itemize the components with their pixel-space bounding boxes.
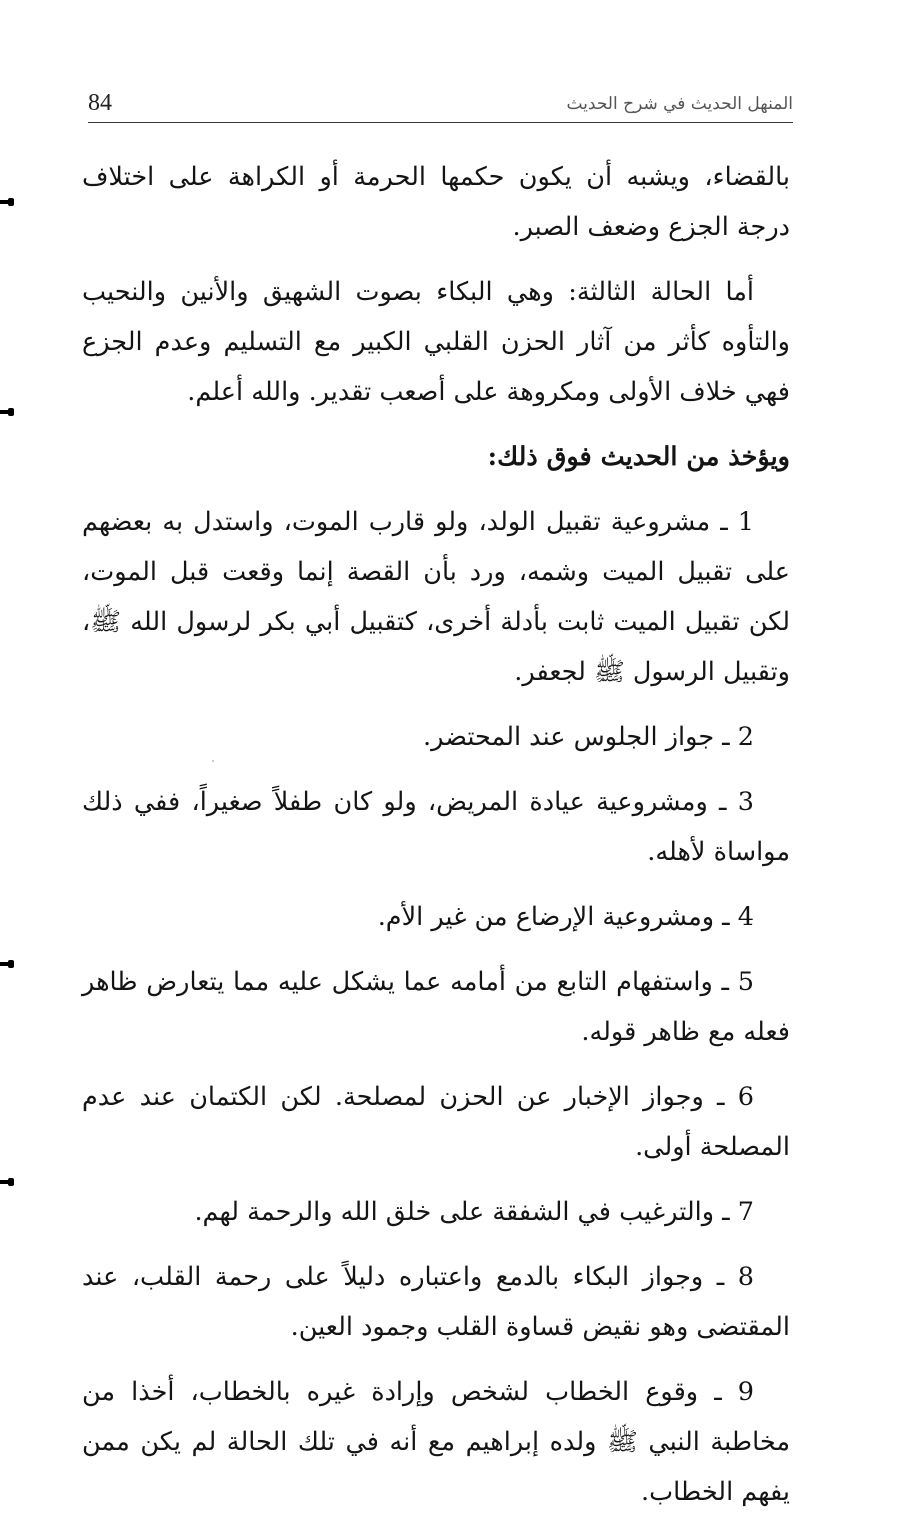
scan-margin-mark [0,962,14,966]
page-body [82,152,790,1532]
list-item-1: 1 ـ مشروعية تقبيل الولد، ولو قارب الموت، واستدل به بعضهم على تقبيل الميت وشمه، ورد بأن القصة إنما وقعت قبل الموت، لكن تقبيل الميت ثابت بأدلة أخرى، كتقبيل أبي بكر لرسول الله ﷺ، وتقبيل الرسول ﷺ لجعفر. [82,507,790,687]
list-item-6: 6 ـ وجواز الإخبار عن الحزن لمصلحة. لكن الكتمان عند عدم المصلحة أولى. [82,1082,790,1162]
page-header [88,88,793,123]
section-heading: ويؤخذ من الحديث فوق ذلك: [487,442,790,472]
scan-margin-mark [0,200,14,204]
scan-speck [212,760,214,762]
list-item-7: 7 ـ والترغيب في الشفقة على خلق الله والرحمة لهم. [194,1197,754,1227]
list-item-8: 8 ـ وجواز البكاء بالدمع واعتباره دليلاً على رحمة القلب، عند المقتضى وهو نقيض قساوة القلب وجمود العين. [82,1262,790,1342]
page-number: 84 [88,90,112,116]
paragraph-third-case: أما الحالة الثالثة: وهي البكاء بصوت الشهيق والأنين والنحيب والتأوه كأثر من آثار الحزن القلبي الكبير مع التسليم وعدم الجزع فهي خلاف الأولى ومكروهة على أصعب تقدير. والله أعلم. [82,277,790,407]
list-item-4: 4 ـ ومشروعية الإرضاع من غير الأم. [377,902,754,932]
scan-margin-mark [0,410,14,414]
running-title: المنهل الحديث في شرح الحديث [566,94,793,114]
list-item-2: 2 ـ جواز الجلوس عند المحتضر. [423,722,754,752]
list-item-9: 9 ـ وقوع الخطاب لشخص وإرادة غيره بالخطاب، أخذا من مخاطبة النبي ﷺ ولده إبراهيم مع أنه في تلك الحالة لم يكن ممن يفهم الخطاب. [82,1377,790,1507]
scan-margin-mark [0,1180,14,1184]
list-item-3: 3 ـ ومشروعية عيادة المريض، ولو كان طفلاً صغيراً، ففي ذلك مواساة لأهله. [82,787,790,867]
list-item-5: 5 ـ واستفهام التابع من أمامه عما يشكل عليه مما يتعارض ظاهر فعله مع ظاهر قوله. [82,967,790,1047]
paragraph-continuation: بالقضاء، ويشبه أن يكون حكمها الحرمة أو الكراهة على اختلاف درجة الجزع وضعف الصبر. [82,162,790,242]
